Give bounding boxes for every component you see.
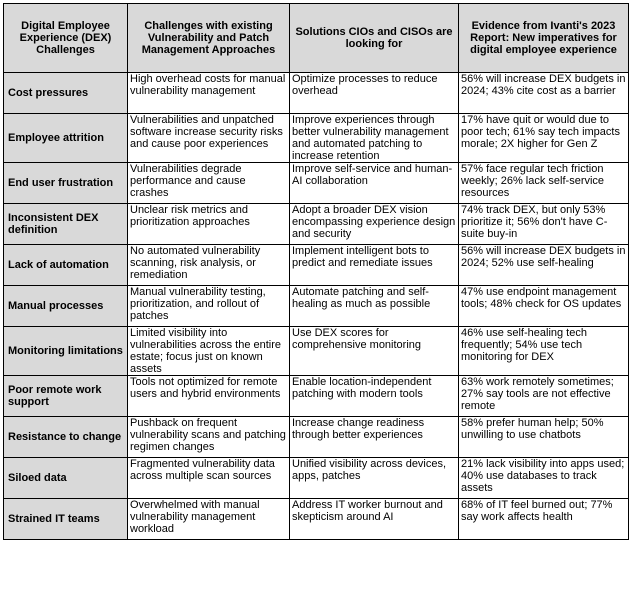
existing-cell: No automated vulnerability scanning, risk analysis, or remediation xyxy=(128,245,290,286)
existing-cell: Tools not optimized for remote users and hybrid environments xyxy=(128,376,290,417)
challenge-cell: Employee attrition xyxy=(4,114,128,163)
table-row xyxy=(4,245,629,286)
solution-cell: Address IT worker burnout and skepticism around AI xyxy=(290,499,459,540)
evidence-cell: 63% work remotely sometimes; 27% say tools are not effective remote xyxy=(459,376,629,417)
solution-cell: Enable location-independent patching with modern tools xyxy=(290,376,459,417)
header-row xyxy=(4,4,629,73)
table-row xyxy=(4,114,629,163)
dex-challenges-table xyxy=(3,3,629,540)
solution-cell: Adopt a broader DEX vision encompassing experience design and security xyxy=(290,204,459,245)
existing-cell: Pushback on frequent vulnerability scans and patching regimen changes xyxy=(128,417,290,458)
existing-cell: Manual vulnerability testing, prioritization, and rollout of patches xyxy=(128,286,290,327)
existing-cell: Fragmented vulnerability data across multiple scan sources xyxy=(128,458,290,499)
table-row xyxy=(4,286,629,327)
solution-cell: Automate patching and self-healing as much as possible xyxy=(290,286,459,327)
table-row xyxy=(4,163,629,204)
header-existing-approaches: Challenges with existing Vulnerability and Patch Management Approaches xyxy=(128,4,290,73)
challenge-cell: Manual processes xyxy=(4,286,128,327)
table-row xyxy=(4,499,629,540)
challenge-cell: Poor remote work support xyxy=(4,376,128,417)
table-row xyxy=(4,204,629,245)
solution-cell: Improve self-service and human-AI collaboration xyxy=(290,163,459,204)
table-header xyxy=(4,4,629,73)
table-row xyxy=(4,417,629,458)
evidence-cell: 68% of IT feel burned out; 77% say work affects health xyxy=(459,499,629,540)
header-evidence: Evidence from Ivanti's 2023 Report: New imperatives for digital employee experience xyxy=(459,4,629,73)
existing-cell: Limited visibility into vulnerabilities across the entire estate; focus just on known assets xyxy=(128,327,290,376)
header-dex-challenges: Digital Employee Experience (DEX) Challenges xyxy=(4,4,128,73)
challenge-cell: End user frustration xyxy=(4,163,128,204)
evidence-cell: 74% track DEX, but only 53% prioritize it; 56% don't have C-suite buy-in xyxy=(459,204,629,245)
challenge-cell: Monitoring limitations xyxy=(4,327,128,376)
existing-cell: Vulnerabilities degrade performance and cause crashes xyxy=(128,163,290,204)
existing-cell: High overhead costs for manual vulnerability management xyxy=(128,73,290,114)
table-row xyxy=(4,376,629,417)
table-row xyxy=(4,327,629,376)
dex-table-wrapper xyxy=(3,3,629,540)
evidence-cell: 46% use self-healing tech frequently; 54% use tech monitoring for DEX xyxy=(459,327,629,376)
evidence-cell: 56% will increase DEX budgets in 2024; 52% use self-healing xyxy=(459,245,629,286)
evidence-cell: 56% will increase DEX budgets in 2024; 43% cite cost as a barrier xyxy=(459,73,629,114)
evidence-cell: 17% have quit or would due to poor tech; 61% say tech impacts morale; 2X higher for Gen Z xyxy=(459,114,629,163)
challenge-cell: Strained IT teams xyxy=(4,499,128,540)
table-row xyxy=(4,458,629,499)
solution-cell: Unified visibility across devices, apps, patches xyxy=(290,458,459,499)
existing-cell: Vulnerabilities and unpatched software increase security risks and cause poor experiences xyxy=(128,114,290,163)
challenge-cell: Lack of automation xyxy=(4,245,128,286)
challenge-cell: Cost pressures xyxy=(4,73,128,114)
solution-cell: Increase change readiness through better experiences xyxy=(290,417,459,458)
evidence-cell: 58% prefer human help; 50% unwilling to use chatbots xyxy=(459,417,629,458)
solution-cell: Use DEX scores for comprehensive monitoring xyxy=(290,327,459,376)
evidence-cell: 57% face regular tech friction weekly; 26% lack self-service resources xyxy=(459,163,629,204)
header-solutions: Solutions CIOs and CISOs are looking for xyxy=(290,4,459,73)
evidence-cell: 47% use endpoint management tools; 48% check for OS updates xyxy=(459,286,629,327)
table-body xyxy=(4,73,629,540)
solution-cell: Improve experiences through better vulnerability management and automated patching to increase retention xyxy=(290,114,459,163)
solution-cell: Implement intelligent bots to predict and remediate issues xyxy=(290,245,459,286)
existing-cell: Overwhelmed with manual vulnerability management workload xyxy=(128,499,290,540)
challenge-cell: Inconsistent DEX definition xyxy=(4,204,128,245)
table-row xyxy=(4,73,629,114)
challenge-cell: Resistance to change xyxy=(4,417,128,458)
existing-cell: Unclear risk metrics and prioritization approaches xyxy=(128,204,290,245)
solution-cell: Optimize processes to reduce overhead xyxy=(290,73,459,114)
challenge-cell: Siloed data xyxy=(4,458,128,499)
evidence-cell: 21% lack visibility into apps used; 40% use databases to track assets xyxy=(459,458,629,499)
